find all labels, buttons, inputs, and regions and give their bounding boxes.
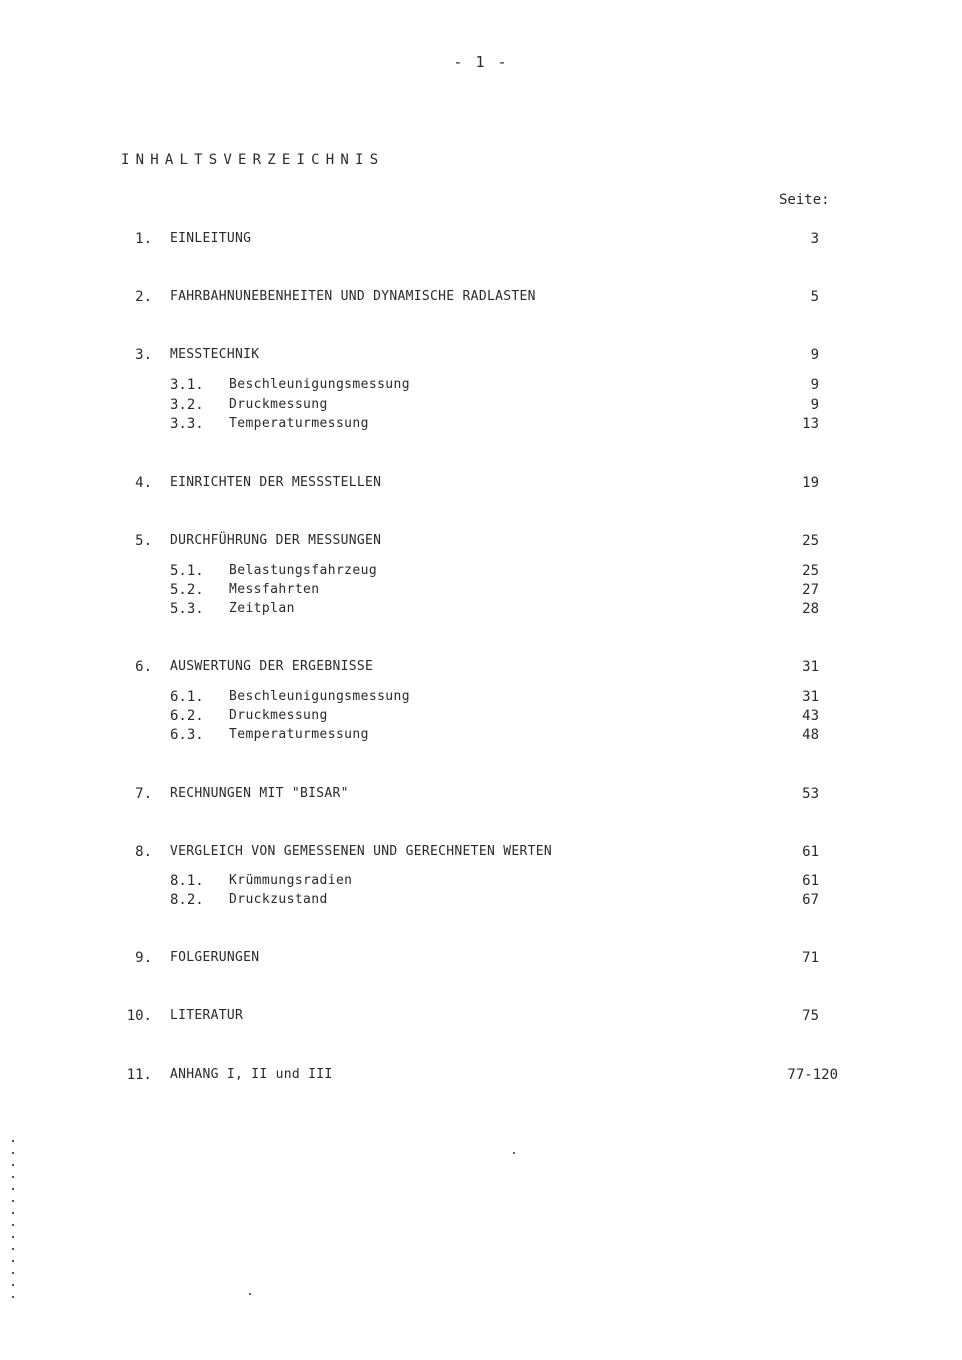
- toc-subentry-label: Messfahrten: [229, 582, 320, 597]
- margin-marks: [12, 1140, 14, 1305]
- toc-entry-label: DURCHFÜHRUNG DER MESSUNGEN: [170, 533, 382, 548]
- toc-entry-label: VERGLEICH VON GEMESSENEN UND GERECHNETEN WERTEN: [170, 844, 552, 859]
- toc-subentry-label: Krümmungsradien: [229, 873, 353, 888]
- toc-entry-label: ANHANG I, II und III: [170, 1067, 333, 1082]
- toc-subentry-number: 8.1.: [170, 873, 204, 889]
- toc-subentry-label: Temperaturmessung: [229, 727, 369, 742]
- toc-entry-page: 71: [802, 950, 819, 966]
- toc-subentry-label: Druckzustand: [229, 892, 328, 907]
- toc-subentry-number: 6.3.: [170, 727, 204, 743]
- toc-entry-number: 2.: [135, 289, 152, 305]
- toc-entry-number: 5.: [135, 533, 152, 549]
- toc-subentry-page: 9: [810, 377, 819, 393]
- toc-subentry-page: 31: [802, 689, 819, 705]
- toc-entry-number: 9.: [135, 950, 152, 966]
- toc-entry-label: LITERATUR: [170, 1008, 244, 1023]
- toc-subentry-number: 5.2.: [170, 582, 204, 598]
- toc-subentry-page: 67: [802, 892, 819, 908]
- toc-subentry-number: 3.1.: [170, 377, 204, 393]
- toc-subentry-page: 48: [802, 727, 819, 743]
- toc-subentry-label: Zeitplan: [229, 601, 295, 616]
- toc-entry-number: 6.: [135, 659, 152, 675]
- toc-subentry-label: Beschleunigungsmessung: [229, 377, 410, 392]
- toc-subentry-page: 43: [802, 708, 819, 724]
- toc-entry-number: 4.: [135, 475, 152, 491]
- toc-subentry-number: 3.3.: [170, 416, 204, 432]
- toc-entry-page: 77-120: [787, 1067, 838, 1083]
- scan-speck: [513, 1152, 515, 1154]
- toc-entry-number: 11.: [126, 1067, 152, 1083]
- toc-subentry-page: 61: [802, 873, 819, 889]
- toc-subentry-page: 9: [810, 397, 819, 413]
- toc-subentry-label: Belastungsfahrzeug: [229, 563, 378, 578]
- toc-entry-label: EINLEITUNG: [170, 231, 252, 246]
- toc-entry-page: 61: [802, 844, 819, 860]
- toc-entry-number: 10.: [126, 1008, 152, 1024]
- toc-entry-page: 3: [810, 231, 819, 247]
- toc-entry-page: 53: [802, 786, 819, 802]
- toc-entry-page: 25: [802, 533, 819, 549]
- toc-entry-number: 3.: [135, 347, 152, 363]
- toc-entry-label: AUSWERTUNG DER ERGEBNISSE: [170, 659, 374, 674]
- toc-entry-label: FOLGERUNGEN: [170, 950, 260, 965]
- toc-subentry-number: 8.2.: [170, 892, 204, 908]
- toc-entry-page: 31: [802, 659, 819, 675]
- toc-subentry-page: 25: [802, 563, 819, 579]
- toc-entry-page: 75: [802, 1008, 819, 1024]
- toc-subentry-number: 5.1.: [170, 563, 204, 579]
- toc-entry-label: MESSTECHNIK: [170, 347, 260, 362]
- toc-subentry-number: 5.3.: [170, 601, 204, 617]
- toc-subentry-label: Temperaturmessung: [229, 416, 369, 431]
- toc-subentry-page: 27: [802, 582, 819, 598]
- toc-entry-number: 7.: [135, 786, 152, 802]
- toc-subentry-number: 6.2.: [170, 708, 204, 724]
- toc-subentry-label: Druckmessung: [229, 708, 328, 723]
- toc-subentry-page: 28: [802, 601, 819, 617]
- toc-entry-label: RECHNUNGEN MIT "BISAR": [170, 786, 349, 801]
- toc-entry-page: 5: [810, 289, 819, 305]
- toc-entry-label: EINRICHTEN DER MESSSTELLEN: [170, 475, 382, 490]
- toc-entry-label: FAHRBAHNUNEBENHEITEN UND DYNAMISCHE RADLASTEN: [170, 289, 536, 304]
- toc-subentry-number: 6.1.: [170, 689, 204, 705]
- scan-speck: [249, 1293, 251, 1295]
- toc-entry-number: 8.: [135, 844, 152, 860]
- page-column-header: Seite:: [779, 192, 830, 208]
- toc-subentry-number: 3.2.: [170, 397, 204, 413]
- toc-entry-page: 19: [802, 475, 819, 491]
- page-number: - 1 -: [453, 53, 509, 71]
- toc-subentry-label: Beschleunigungsmessung: [229, 689, 410, 704]
- toc-entry-page: 9: [810, 347, 819, 363]
- toc-title: INHALTSVERZEICHNIS: [121, 152, 385, 168]
- toc-subentry-page: 13: [802, 416, 819, 432]
- toc-subentry-label: Druckmessung: [229, 397, 328, 412]
- toc-entry-number: 1.: [135, 231, 152, 247]
